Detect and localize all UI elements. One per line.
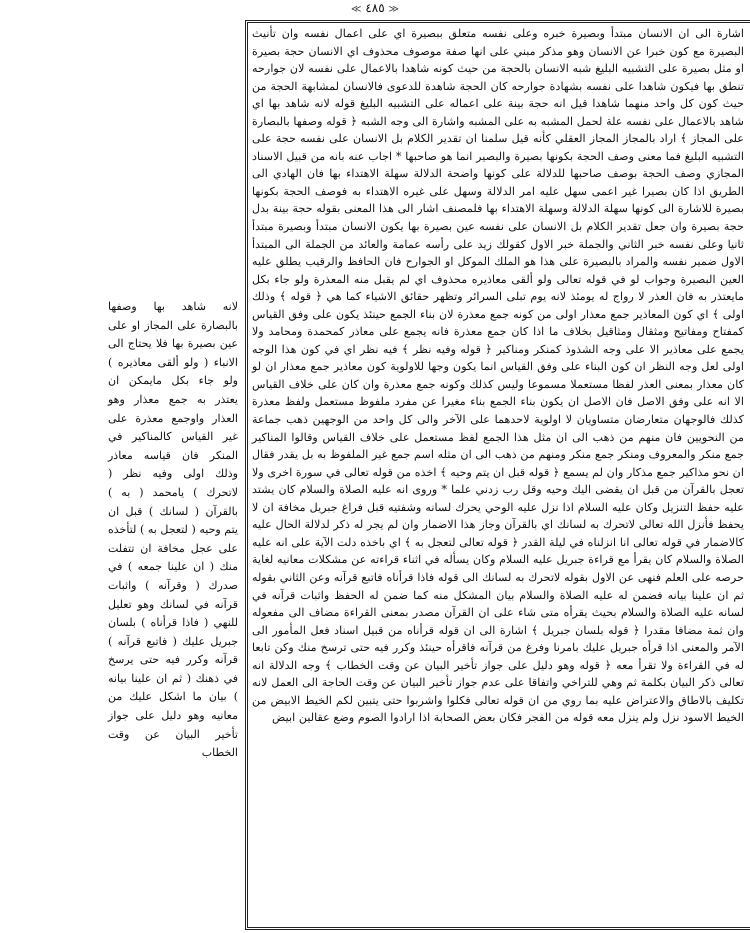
main-text-frame <box>245 20 750 930</box>
main-commentary-text: اشارة الى ان الانسان مبتدأ وبصيرة خبره وعلى نفسه متعلق ببصيرة اي على اعمال نفسه وان تأنيث البصيرة مع كون خبرا عن الانسان وهو مذكر مبني على انها صفة موصوف محذوف اي الانسان حجة بصيرة او مثل بصيرة على التشبيه البليغ شبه الانسان بالحجة من حيث كونه شاهدا بالاعمال على نفسه لان جوارحه تنطق بها فيكون شاهدا على نفسه بشهادة جوارحه كان الحجة شاهدة للدعوى فالانسان لمشابهة الحجة من حيث كون كل واحد منهما شاهدا قيل انه حجة بينة على اعماله على التشبيه البليغ قوله لانه شاهد بها اي شاهد بالاعمال على نفسه علة لحمل المشبه به على المشبه واشارة الى وجه الشبه ﴿ قوله وصفها بالبصارة على المجاز ﴾ اراد بالمجاز المجاز العقلي كأنه قيل سلمنا ان تقدير الكلام بل الانسان على نفسه حجة على التشبيه البليغ فما معنى وصف الحجة بكونها بصيرة والبصير انما هو صاحبها * اجاب عنه بانه من قبيل الاسناد المجازي وصف الحجة بوصف صاحبها للدلالة على كونها واضحة الدلالة سهلة الاهتداء بها فان الهادي الى الطريق اذا كان بصيرا غير اعمى سهل عليه امر الدلالة وسهل على غيره الاهتداء به فوصف الحجة بكونها بصيرة للاشارة الى كونها سهلة الدلالة وسهلة الاهتداء بها فلمصنف اشار الى هذا المعنى بقوله حجة بينة بدل حجة بصيرة وان جعل تقدير الكلام بل الانسان على نفسه عين بصيرة بها يكون الانسان مبتدأ وبصيرة مبتدأ ثانيا وعلى نفسه خبر الثاني والجملة خبر الاول كقولك زيد على رأسه عمامة والعائد من الجملة الى المبتدأ الاول ضمير نفسه والمراد بالبصيرة على هذا هو الملك الموكل او الجوارح فان الحافظ والرقيب يطلق عليه العين البصيرة وجواب لو في قوله تعالى ولو ألقى معاذيره محذوف اي لم يقبل منه المعذرة ولو جاء بكل مايعتذر به فان العذر لا رواج له يومئذ لانه يوم تبلى السرائر وتظهر حقائق الاشياء كما هي ﴿ قوله ﴾ وذلك اولى ﴾ اي كون المعاذير جمع معذار اولى من كونه جمع معذرة لان بناء الجمع حينئذ يكون على وفق القياس كمفتاح ومفاتيح ومثقال ومثاقيل بخلاف ما اذا كان جمع معذرة فانه يجمع على معاذر كمحمدة ومحامد ولا يجمع على معاذير الا على وجه الشذوذ كمنكر ومناكير ﴿ قوله وفيه نظر ﴾ فيه نظر اي في كون هذا الوجه اولى لعل وجه النظر ان كون البناء على وفق القياس انما يكون وجها للاولوية كون معاذير جمع معذار ان لو كان معذار بمعنى العذر لفظا مستعملا مسموعا وليس كذلك وكونه جمع معذرة وان كان على خلاف القياس الا انه على وفق الاصل فان الاصل ان يكون بناء الجمع بناء مغيرا عن مفرد ملفوظ مستعمل ولفظ معذرة كذلك فالوجهان متعارضان متساويان لا اولوية لاحدهما على الآخر والى كل واحد من الوجهين ذهب جماعة من النحويين فان منهم من ذهب الى ان مثل هذا الجمع لفظ مستعمل على خلاف القياس وقالوا المناكير جمع منكر والمعروف ومنكر جمع منكر ومنهم من ذهب الى ان مثله اسم جمع غير الملفوظ به بل يقدر فقال ان نحو مذاكير جمع مذكار وان لم يسمع ﴿ قوله قبل ان يتم وحيه ﴾ اخذه من قوله تعالى في سورة اخرى ولا تعجل بالقرآن من قبل ان يقضى اليك وحيه وقل رب زدني علما * وروى انه عليه الصلاة والسلام كان يشتد عليه حفظ التنزيل وكان عليه السلام اذا نزل عليه الوحي يحرك لسانه وشفتيه قبل فراغ جبريل مخافة ان لا يحفظ فأنزل الله تعالى لاتحرك به لسانك اي بالقرآن وجاز هذا الاضمار وان لم يجر له ذكر لدلالة الحال عليه كالاضمار في قوله تعالى انا انزلناه في ليلة القدر ﴿ قوله تعالى لتعجل به ﴾ اي باخذه دلت الآية على انه عليه الصلاة والسلام كان يقرأ مع قراءة جبريل عليه السلام وكان يسأله في اثناء قراءته عن مشكلات معانيه لغاية حرصه على العلم فنهى عن الاول بقوله لاتحرك به لسانك الى قوله فاذا قرأناه فاتبع قرآنه وعن الثاني بقوله ثم ان علينا بيانه فضمن له عليه الصلاة والسلام بيان المشكل منه كما ضمن له الحفظ واثبات قرآنه في لسانه عليه الصلاة والسلام بحيث يقرأه متى شاء على ان القرآن مصدر بمعنى القراءة مضاف الى مفعوله وان ثمة مضافا مقدرا ﴿ قوله بلسان جبريل ﴾ اشارة الى ان قوله قرأناه من قبيل اسناد فعل المأمور الى الآمر والمعنى اذا قرأه جبريل عليك بامرنا وفرغ من قرآنه فاقرأه حينئذ وكرر فيه حتى ترسخ منك وكن تابعا له في القراءة ولا تقرأ معه ﴿ قوله وهو دليل على جواز تأخير البيان عن وقت الخطاب ﴾ وجه الدلالة انه تعالى ذكر البيان بكلمة ثم وهي للتراخي واتفاقا على عدم جواز تأخير البيان عن وقت الحاجة الى العمل لانه تكليف بالاطاق والاعتراض عليه بما روي من ان قوله تعالى فكلوا واشربوا حتى يتبين لكم الخيط الابيض من الخيط الاسود نزل ولم ينزل معه قوله من الفجر فكان بعض الصحابة اذا ارادوا الصوم وضع عقالين ابيض <box>252 27 744 725</box>
page-number <box>0 0 750 16</box>
margin-commentary <box>108 298 238 760</box>
page-number-value: ٤٨٥ <box>365 1 385 15</box>
margin-commentary-text: لانه شاهد بها وصفها بالبصارة على المجاز او على عين بصيرة بها فلا يحتاج الى الانباء ( ولو ألقى معاذيره ) ولو جاء بكل مايمكن ان يعتذر به جمع معذار وهو العذار واوجمع معذرة على غير القياس كالمناكير في المنكر فان قياسه معاذر وذلك اولى وفيه نظر ( لاتحرك ) يامحمد ( به ) بالقرآن ( لسانك ) قبل ان يتم وحيه ( لتعجل به ) لتأخذه على عجل مخافة ان تتفلت منك ( ان علينا جمعه ) في صدرك ( وقرآنه ) واثبات قرآنه في لسانك وهو تعليل للنهي ( فاذا قرأناه ) بلسان جبريل عليك ( فاتبع قرآنه ) قرآنه وكرر فيه حتى يرسخ في ذهنك ( ثم ان علينا بيانه ) بيان ما اشكل عليك من معانيه وهو دليل على جواز تأخير البيان عن وقت الخطاب <box>108 300 238 760</box>
page-number-ornament-right: ≫ <box>388 4 399 15</box>
page-number-ornament-left: ≪ <box>351 4 362 15</box>
